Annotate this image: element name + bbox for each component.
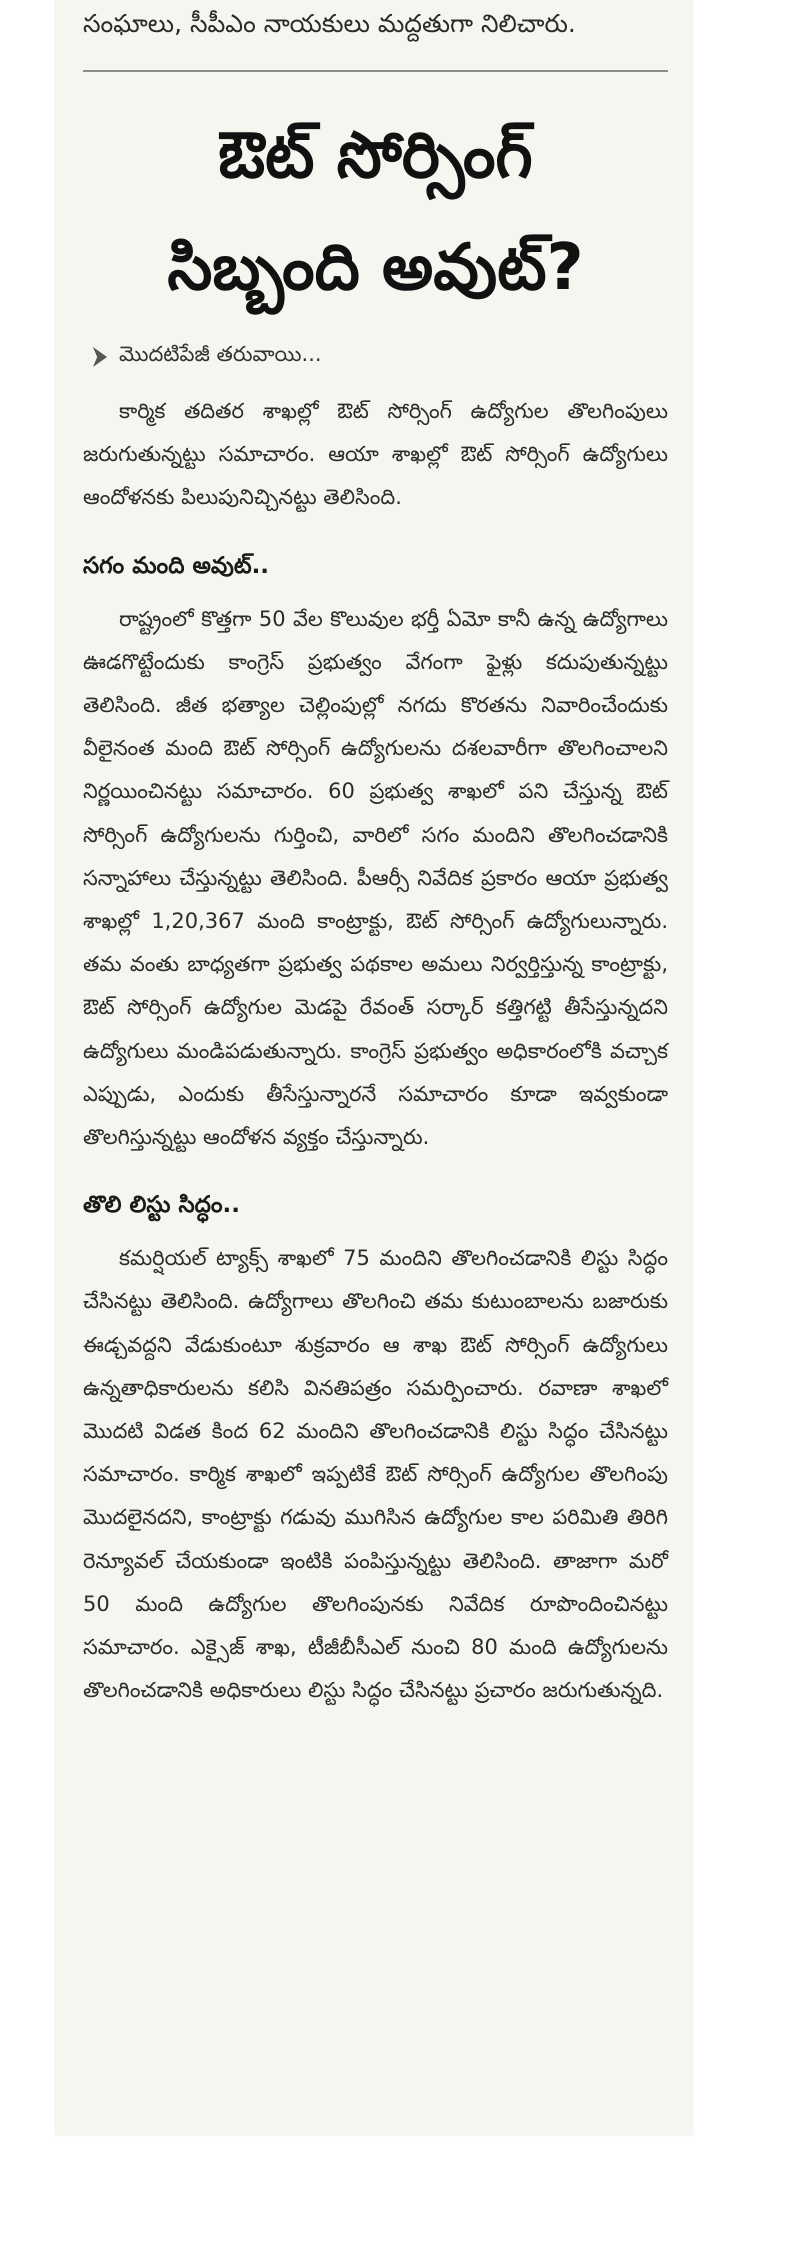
headline <box>83 100 668 324</box>
continued-from-label <box>93 342 322 372</box>
section-paragraph-1: రాష్ట్రంలో కొత్తగా 50 వేల కొలువుల భర్తీ ఏమో కానీ ఉన్న ఉద్యోగాలు ఊడగొట్టేందుకు కాంగ్రెస్ ప్రభుత్వం వేగంగా ఫైళ్లు కదుపుతున్నట్టు తెలిసింది. జీత భత్యాల చెల్లింపుల్లో నగదు కొరతను నివారించేందుకు వీలైనంత మంది ఔట్ సోర్సింగ్ ఉద్యోగులను దశలవారీగా తొలగించాలని నిర్ణయించినట్టు సమాచారం. 60 ప్రభుత్వ శాఖలో పని చేస్తున్న ఔట్ సోర్సింగ్ ఉద్యోగులను గుర్తించి, వారిలో సగం మందిని తొలగించడానికి సన్నాహాలు చేస్తున్నట్టు తెలిసింది. పీఆర్సీ నివేదిక ప్రకారం ఆయా ప్రభుత్వ శాఖల్లో 1,20,367 మంది కాంట్రాక్టు, ఔట్ సోర్సింగ్ ఉద్యోగులున్నారు. తమ వంతు బాధ్యతగా ప్రభుత్వ పథకాల అమలు నిర్వర్తిస్తున్న కాంట్రాక్టు, ఔట్ సోర్సింగ్ ఉద్యోగుల మెడపై రేవంత్ సర్కార్ కత్తిగట్టి తీసేస్తున్నదని ఉద్యోగులు మండిపడుతున్నారు. కాంగ్రెస్ ప్రభుత్వం అధికారంలోకి వచ్చాక ఎప్పుడు, ఎందుకు తీసేస్తున్నారనే సమాచారం కూడా ఇవ్వకుండా తొలగిస్తున్నట్టు ఆందోళన వ్యక్తం చేస్తున్నారు. <box>83 606 668 1150</box>
divider <box>83 70 668 72</box>
chevron-right-icon <box>93 347 107 367</box>
article-body <box>83 390 668 1712</box>
section-paragraph-2: కమర్షియల్ ట్యాక్స్ శాఖలో 75 మందిని తొలగించడానికి లిస్టు సిద్ధం చేసినట్టు తెలిసింది. ఉద్యోగాలు తొలగించి తమ కుటుంబాలను బజారుకు ఈడ్చవద్దని వేడుకుంటూ శుక్రవారం ఆ శాఖ ఔట్ సోర్సింగ్ ఉద్యోగులు ఉన్నతాధికారులను కలిసి వినతిపత్రం సమర్పించారు. రవాణా శాఖలో మొదటి విడత కింద 62 మందిని తొలగించడానికి లిస్టు సిద్ధం చేసినట్టు సమాచారం. కార్మిక శాఖలో ఇప్పటికే ఔట్ సోర్సింగ్ ఉద్యోగుల తొలగింపు మొదలైనదని, కాంట్రాక్టు గడువు ముగిసిన ఉద్యోగుల కాల పరిమితి తిరిగి రెన్యూవల్ చేయకుండా ఇంటికి పంపిస్తున్నట్టు తెలిసింది. తాజాగా మరో 50 మంది ఉద్యోగుల తొలగింపునకు నివేదిక రూపొందించినట్టు సమాచారం. ఎక్సైజ్ శాఖ, టీజీబీసీఎల్ నుంచి 80 మంది ఉద్యోగులను తొలగించడానికి అధికారులు లిస్టు సిద్ధం చేసినట్టు ప్రచారం జరుగుతున్నది. <box>83 1246 668 1703</box>
continued-text: మొదటిపేజీ తరువాయి... <box>119 342 322 366</box>
intro-paragraph: కార్మిక తదితర శాఖల్లో ఔట్ సోర్సింగ్ ఉద్యోగుల తొలగింపులు జరుగుతున్నట్టు సమాచారం. ఆయా శాఖల్లో ఔట్ సోర్సింగ్ ఉద్యోగులు ఆందోళనకు పిలుపునిచ్చినట్టు తెలిసింది. <box>83 399 668 510</box>
previous-article-tail: సంఘాలు, సీపీఎం నాయకులు మద్దతుగా నిలిచారు. <box>83 9 576 38</box>
section-heading-1: సగం మంది అవుట్.. <box>83 552 270 579</box>
headline-line-2: సిబ్బంది అవుట్? <box>167 231 584 305</box>
headline-line-1: ఔట్ సోర్సింగ్ <box>218 119 533 193</box>
section-heading-2: తొలి లిస్టు సిద్ధం.. <box>83 1192 240 1219</box>
newspaper-clipping <box>55 0 693 2135</box>
